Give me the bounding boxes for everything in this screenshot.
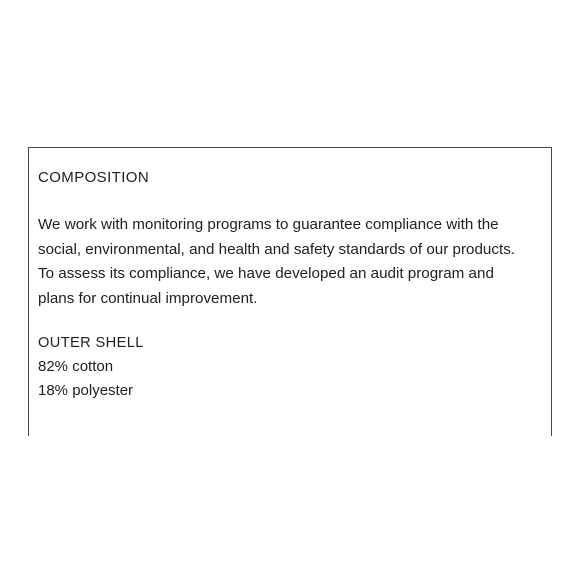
description-line: plans for continual improvement. <box>38 289 258 307</box>
description-line: To assess its compliance, we have developed an audit program and <box>38 265 494 282</box>
composition-description <box>38 213 543 311</box>
outer-shell-composition <box>38 331 144 403</box>
material-item: 82% cotton <box>38 358 114 375</box>
composition-panel <box>28 147 552 436</box>
material-item: 18% polyester <box>38 382 134 399</box>
description-line: We work with monitoring programs to guarantee compliance with the <box>38 216 499 233</box>
description-line: social, environmental, and health and safety standards of our products. <box>38 240 516 258</box>
outer-shell-label: OUTER SHELL <box>38 335 144 351</box>
composition-heading: COMPOSITION <box>38 169 150 186</box>
